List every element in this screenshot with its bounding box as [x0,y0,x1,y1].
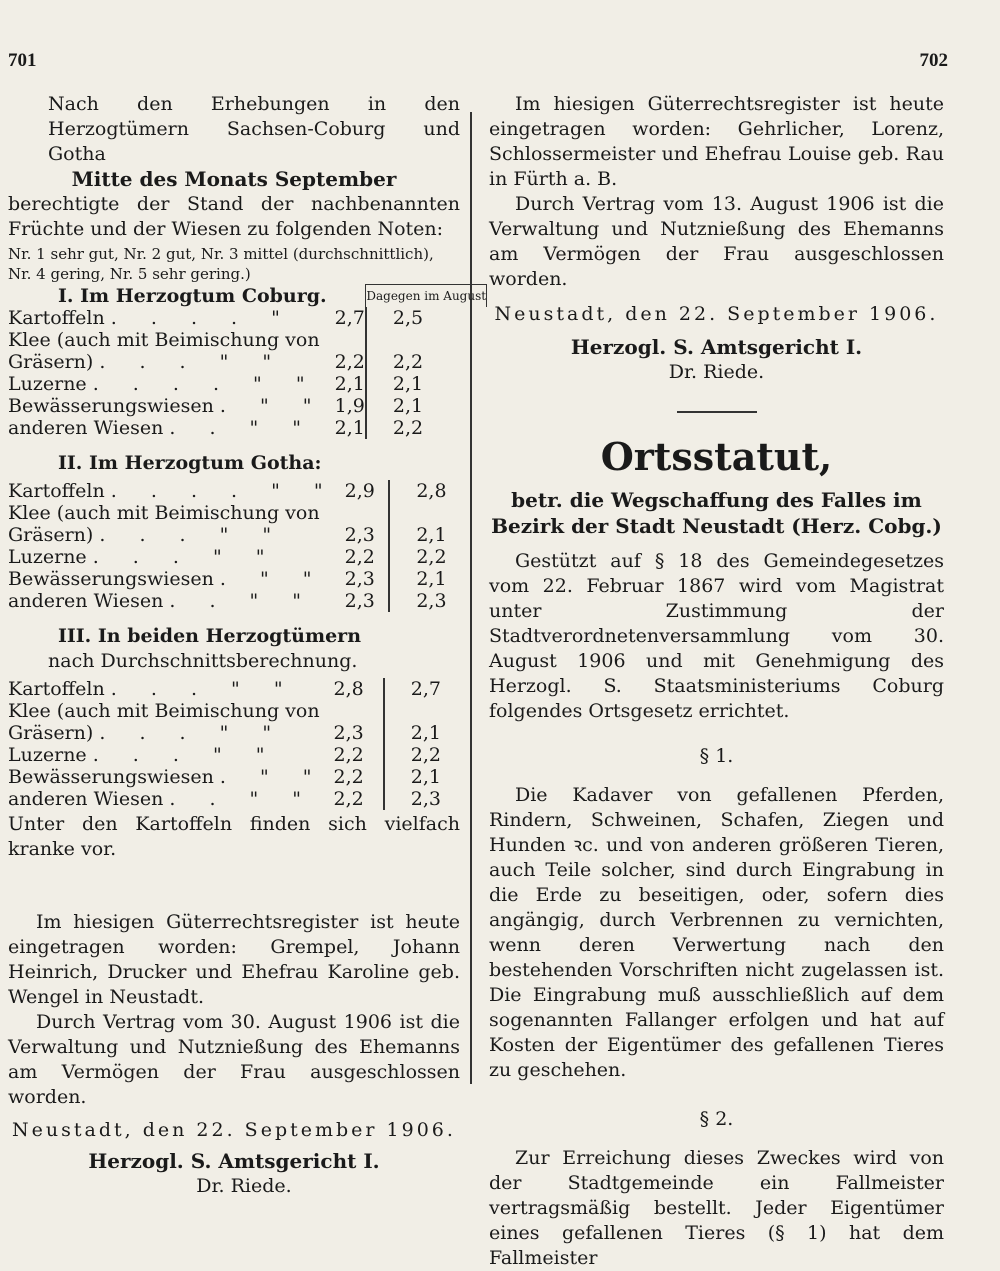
grade-september [327,329,366,351]
grade-september [325,700,383,722]
grade-august: 2,3 [389,590,460,612]
crop-row [8,766,460,788]
crop-row [8,480,460,502]
crop-row [8,700,460,722]
crop-row [8,373,487,395]
grade-august [366,329,487,351]
crop-name [8,568,337,590]
crop-name [8,395,327,417]
crop-label: anderen Wiesen [8,417,164,439]
register-entry-left: Im hiesigen Güterrechtsregister ist heute eingetragen worden: Grempel, Johann Heinrich, Drucker und Ehefrau Karoline geb. Wengel in Neustadt. [8,911,460,1008]
ditto-marks: . . . " " [99,722,286,744]
grade-september: 2,1 [334,417,365,439]
grade-august: 2,1 [366,373,487,395]
crop-label: Luzerne [8,373,87,395]
crop-row [8,307,487,329]
section-heading-gotha: II. Im Herzogtum Gotha: [58,452,322,474]
place-date-right: Neustadt, den 22. September 1906. [494,303,939,325]
crop-label: Luzerne [8,744,87,766]
crop-label: Kartoffeln [8,480,105,502]
grade-september: 2,2 [333,766,364,788]
crop-row [8,568,460,590]
statute-subtitle: betr. die Wegschaffung des Falles im Bezirk der Stadt Neustadt (Herz. Cobg.) [491,488,942,538]
crop-name [8,480,337,502]
crop-label: Gräsern) [8,722,94,744]
separator-rule [677,411,757,413]
register-entry-right: Im hiesigen Güterrechtsregister ist heute eingetragen worden: Gehrlicher, Lorenz, Schlossermeister und Ehefrau Louise geb. Rau in Fürth a. B. [489,93,944,190]
column-divider [470,112,472,1084]
court-left: Herzogl. S. Amtsgericht I. [88,1149,380,1173]
register-contract-right: Durch Vertrag vom 13. August 1906 ist die Verwaltung und Nutznießung des Ehemanns am Vermögen der Frau ausgeschlossen worden. [489,193,944,290]
crop-name [8,546,337,568]
crop-table-3 [8,678,460,810]
grade-september: 2,3 [333,722,364,744]
crop-label: Bewässerungswiesen [8,766,214,788]
crop-table-1 [8,284,487,439]
intro-text-2: berechtigte der Stand der nachbenannten Früchte und der Wiesen zu folgenden Noten: [8,193,460,240]
crop-label: Gräsern) [8,524,94,546]
paragraph-1-text: Die Kadaver von gefallenen Pferden, Rindern, Schweinen, Schafen, Ziegen und Hunden ꝛc. und von anderen größeren Tieren, auch Teile solcher, sind durch Eingrabung in die Erde zu beseitigen, oder, sofern dies angängig, durch Verbrennen zu vernichten, wenn deren Verwertung nach den bestehenden Vorschriften nicht zugelassen ist. Die Eingrabung muß ausschließlich auf dem sogenannten Fallanger erfolgen und hat auf Kosten der Eigentümer des gefallenen Tieres zu geschehen. [489,784,944,1081]
crop-label: Gräsern) [8,351,94,373]
ditto-marks: . . . " " [99,351,286,373]
crop-row [8,788,460,810]
crop-row [8,678,460,700]
crop-name [8,329,327,351]
crop-label: Bewässerungswiesen [8,395,214,417]
grade-august: 2,1 [384,766,460,788]
grade-september: 2,9 [344,480,375,502]
average-rows [8,678,460,810]
ditto-marks: . " " [219,766,326,788]
signer-left: Dr. Riede. [196,1175,292,1197]
crop-row [8,546,460,568]
grade-september: 2,2 [334,351,365,373]
signer-right: Dr. Riede. [668,361,765,383]
crop-row [8,417,487,439]
ditto-marks: . . . " " [99,524,286,546]
intro-text: Nach den Erhebungen in den Herzogtümern Sachsen-Coburg und Gotha [48,93,460,165]
crop-label: Luzerne [8,546,87,568]
grade-september: 2,3 [344,568,375,590]
crop-row [8,590,460,612]
ditto-marks: . . " " [169,590,316,612]
ditto-marks: . . " " [169,788,316,810]
gotha-rows [8,480,460,612]
statute-intro: Gestützt auf § 18 des Gemeindegesetzes vom 22. Februar 1867 wird vom Magistrat unter Zustimmung der Stadtverordnetenversammlung vom 30. August 1906 und mit Genehmigung des Herzogl. S. Staatsministeriums Coburg folgendes Ortsgesetz errichtet. [489,550,944,722]
crop-name [8,700,325,722]
crop-label: Bewässerungswiesen [8,568,214,590]
crop-row [8,395,487,417]
crop-name [8,351,327,373]
crop-name [8,744,325,766]
grade-august: 2,5 [366,307,487,329]
crop-row [8,329,487,351]
section-heading-coburg: I. Im Herzogtum Coburg. [58,285,327,307]
ditto-marks: . . . " " [92,744,279,766]
paragraph-2-text: Zur Erreichung dieses Zweckes wird von der Stadtgemeinde ein Fallmeister vertragsmäßig bestellt. Jeder Eigentümer eines gefallenen Tieres (§ 1) hat dem Fallmeister [489,1147,944,1269]
crop-name [8,373,327,395]
grade-august: 2,1 [366,395,487,417]
crop-label: Klee (auch mit Beimischung von [8,502,320,524]
grade-august: 2,2 [366,351,487,373]
crop-name [8,590,337,612]
crop-label: Klee (auch mit Beimischung von [8,329,320,351]
grade-september: 2,2 [344,546,375,568]
grade-august: 2,2 [384,744,460,766]
crop-name [8,524,337,546]
compare-header: Dagegen im August [366,285,487,308]
crop-name [8,307,327,329]
grade-september [337,502,390,524]
crop-name [8,678,325,700]
grade-september: 2,8 [333,678,364,700]
grade-august: 2,7 [384,678,460,700]
grade-august: 2,2 [366,417,487,439]
grade-august: 2,3 [384,788,460,810]
court-right: Herzogl. S. Amtsgericht I. [570,335,863,359]
register-contract-left: Durch Vertrag vom 30. August 1906 ist die Verwaltung und Nutznießung des Ehemanns am Vermögen der Frau ausgeschlossen worden. [8,1011,460,1108]
grade-september: 2,1 [334,373,365,395]
grade-september: 2,7 [334,307,365,329]
grade-august [384,700,460,722]
ditto-marks: . " " [219,395,326,417]
grade-august: 2,1 [384,722,460,744]
crop-row [8,502,460,524]
crop-row [8,722,460,744]
grade-august [389,502,460,524]
crop-row [8,524,460,546]
grade-september: 2,3 [344,590,375,612]
statute-title: Ortsstatut, [600,434,833,479]
left-column [8,92,487,1199]
crop-name [8,417,327,439]
crop-label: anderen Wiesen [8,788,164,810]
grade-september: 1,9 [334,395,365,417]
ditto-marks: . " " [219,568,326,590]
place-date-left: Neustadt, den 22. September 1906. [12,1119,456,1141]
grade-september: 2,2 [333,744,364,766]
intro-bold: Mitte des Monats September [71,167,397,191]
crop-name [8,502,337,524]
crop-label: Kartoffeln [8,307,105,329]
ditto-marks: . . . . " " [92,373,319,395]
section-heading-both: III. In beiden Herzogtümern [58,625,362,647]
ditto-marks: . . . . " [110,307,294,329]
page-number-right: 702 [919,50,948,71]
coburg-rows [8,307,487,439]
crop-label: Klee (auch mit Beimischung von [8,700,320,722]
right-column [489,92,944,1271]
potato-note: Unter den Kartoffeln finden sich vielfach kranke vor. [8,813,460,860]
crop-name [8,722,325,744]
grade-september: 2,3 [344,524,375,546]
grade-august: 2,2 [389,546,460,568]
crop-name [8,766,325,788]
section-subheading-both: nach Durchschnittsberechnung. [48,650,358,672]
ditto-marks: . . . . " " [110,480,337,502]
crop-name [8,788,325,810]
crop-label: Kartoffeln [8,678,105,700]
paragraph-1-heading: § 1. [699,745,734,767]
scale-note: Nr. 1 sehr gut, Nr. 2 gut, Nr. 3 mittel (durchschnittlich), Nr. 4 gering, Nr. 5 sehr gering.) [8,245,434,283]
ditto-marks: . . " " [169,417,316,439]
grade-august: 2,8 [389,480,460,502]
crop-row [8,744,460,766]
ditto-marks: . . . " " [110,678,297,700]
ditto-marks: . . . " " [92,546,279,568]
paragraph-2-heading: § 2. [699,1108,734,1130]
crop-row [8,351,487,373]
crop-table-2 [8,480,460,612]
grade-august: 2,1 [389,568,460,590]
grade-september: 2,2 [333,788,364,810]
crop-label: anderen Wiesen [8,590,164,612]
grade-august: 2,1 [389,524,460,546]
page-number-left: 701 [8,50,37,71]
